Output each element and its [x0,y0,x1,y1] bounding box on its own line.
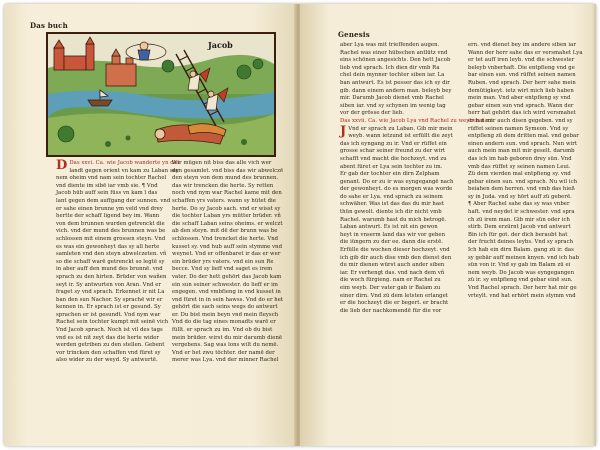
text-line: sün von ir. Vnd sy gab im Balam zü ei [468,262,571,269]
text-line: seyt ir. Sy antwurten von Aran. Vnd er [56,281,161,288]
text-line: weyb. wann ietzund ist erfüllt die zeyt [348,133,453,140]
text-line: sy in Juda. vnd sy hört auff zü geberē. [468,193,572,200]
right-column-b [468,42,586,438]
text-line: von dem brunnen wurden getrenckt die [56,220,165,227]
text-line: schaffen yrs vaters. wann sy hütet die [172,197,276,204]
text-line: vor der grösse der lieb. [340,110,405,117]
drop-cap-initial: D [56,158,68,173]
text-line: becce. Vnd sy lieff vnd saget es irem [172,266,273,273]
text-line: mein man. Vnd aber entpfieng sy vnd [468,95,571,102]
text-line: einer dirn. Vnd zü dem letsten erlanget [340,292,448,299]
right-page [300,4,596,446]
text-line: landt gegen orient vn kam zu Laban sey [69,167,179,174]
text-line: vnd es ist nit zeyt das die herte wider [56,334,160,341]
chapter-heading: Das xxvii. Ca. wie Jacob Lya vnd Rachel zu weyben nam [340,117,493,124]
woodcut-label: Jacob [208,40,233,50]
text-line: Wir mügen nit biss das alle vich wer [172,160,272,166]
text-line: nem oheim vnd nam sein tochter Rachel [56,175,167,182]
text-line: Ruben. vnd sprach. Der herr sahe mein [468,79,576,86]
text-line: Laban antwurt. Es ist nit ein gewon [340,224,438,231]
text-line: Ich hab ein dirn Balam. gang zü ir. das [468,247,574,254]
text-line: die tochter Laban yrs mütter brüder. vñ [172,213,281,220]
text-line: Wann der herr sahe das er versmahet Lya [468,49,583,56]
text-line: vor trincken den schaffen vnd füret sy [56,349,161,356]
text-line: ein sun seiner schwester. do lieff er im [172,281,278,288]
text-line: herr hat gehört das ich wird versmahet [468,110,576,117]
text-line: Vnd Rachel sprach. Der herr hat mir ge [468,285,577,291]
text-line: so die schaff warē getrenckt so legtē sy [56,258,165,265]
text-line: noch vnd nym war Rachel kame mit den [172,190,282,197]
text-line: die lieb der nachkomendē für die vor [340,307,442,314]
text-line: heyt in vnserm land das wir vor geben [340,231,446,238]
right-running-head: Genesis [338,30,370,39]
text-line: Jacob hüb auff sein füss vn kam ī das [56,190,158,197]
text-line: haft. vnd neydet ir schwester. vnd spra [468,209,575,216]
text-line: Rachel sein tochter kumpt mit seinē vich [56,319,169,326]
text-line: die iüngern zu der ee. dann die erstē. [340,239,444,246]
text-line: merer was Lya. vnd der minner Rachel [172,357,279,364]
text-line: engegen. vnd vmbfieng in vnd kusset in [172,289,281,296]
text-line: do sahe er Lya. vnd sprach zu seinem [340,193,443,200]
text-line: ein brüder yrs vaters. vnd ein sun Re [172,258,274,265]
text-line: weynet. Vnd er offenbaret ir das er wer [172,251,281,258]
text-line: beiahen dem herren. vnd vmb das hieß [468,186,575,193]
text-line: nem weyb. Do Jacob was eyngegangen [468,269,575,276]
text-line: schlossen. Vnd trencket die herte. Vnd [172,235,279,242]
text-line: schafft vnd macht die hochzeyt. vnd zu [340,155,447,162]
text-line: ban den sun Nachor. Sy sprachē wir er [56,296,163,303]
text-line: sprachen er ist gesundt. Vnd nym war [56,311,161,318]
page-edge-shadow [592,4,596,446]
text-line: einen andern sun. vnd sprach. Nun wirt [468,140,578,147]
text-line: Vnd Jacob sprach. Noch ist vil des tags [56,327,163,334]
text-line: du mir dienen würst auch ander siben [340,262,445,269]
text-line: Vnd er het zwu töchter. der namē der [172,349,275,356]
text-line: das wir trencken die herte. Sy retten [172,182,274,189]
text-line: vnd diente im sibē iar vmb sie. ¶ Vnd [56,182,158,189]
text-line: fraget sy vnd sprach. Erkennet ir nit La [56,289,165,296]
book-spread [4,4,596,446]
text-line: der frucht deines leybs. Vnd sy sprach [468,239,574,246]
text-line: er die hochzeyt die er begert. er bracht [340,300,449,307]
text-line: gib. dann einem andern man. beleyb bey [340,87,452,94]
left-page [4,4,296,446]
text-line: in aber auff den mund des brunnē. vnd [56,266,163,273]
text-line: gehört die sach seins wegs do antwurt [172,304,278,311]
text-line: hertte der schaff ligend bey im. Wann [56,213,160,220]
text-line: ban antwurt. Es ist pesser das ich sy dir [340,79,450,86]
text-line: vnd füret in in sein hawss. Vnd do er het [172,296,284,303]
text-line: Erfülle die wochen dieser hochzeyt. vnd [340,247,450,254]
text-line: iar. Er verhengt das. vnd nach dem vñ [340,269,445,276]
text-line: er hat mir auch disen gegeben. vnd sy [468,117,573,124]
text-line: abent füret er Lya sein tochter zu im. [340,163,443,170]
text-line: das ich eyngang zu ir. Vnd er rüffet ein [340,140,447,147]
text-line: zü ir. sy entpfieng vnd gebar einē sun. [468,277,573,284]
text-line: es was ein gewonheyt das sy all herte [56,243,160,250]
text-line: demütigkeyt. ietz wirt mich lieb haben [468,87,574,94]
text-line: lieb vnd sprach. Ich dien dir vmb Ra [340,64,440,71]
text-line: ab den steyn. mit dē der brunn was be [172,228,278,235]
left-running-head: Das buch [30,21,68,30]
text-line: Er gab der tochter ein dirn Zelpham [340,171,440,178]
text-line: J Vnd er sprach zu Laban. Gib mir mein [340,123,453,139]
text-line: aber Lya was mit trieffenden augen. [340,42,440,48]
text-line: also wider zu der weyd. Sy antwurtē. [56,357,158,364]
text-line: vergebens. Sag was lons wilt du nemē. [172,342,279,349]
text-line: kusset sy. vnd hub auff sein stymme vnd [172,243,283,250]
text-line: er. Du bist mein beyn vnd mein fleysch [172,311,279,318]
text-line: sy gebär auff meinen knyen. vnd ich hab [468,254,580,261]
text-line: gebar einen sun vnd sprach. Wann der [468,102,574,109]
text-line: thün gewolt. diente ich dir nicht vmb [340,209,442,216]
text-line: lant gegen dem auffgang der sunnen. vnd [56,197,171,204]
text-line: auch mein man mit mir geselt. darumb [468,148,575,155]
text-line: vmb das rüffet sy seinen namen Leui. [468,163,571,170]
text-line: das ich im hab geboren drey sün. Vnd [468,155,572,162]
right-column-a [340,42,493,438]
text-line: mein brüder. wirst du mir darumb dienē [172,334,283,341]
text-line: bar einen sun. vnd rüffet seinen namen [468,72,576,79]
text-line: genant. Do er zu ir was eyngegangē nach [340,178,454,185]
text-line: werden getriben zu den stellen. Gebent [56,342,165,349]
woodcut-illustration [46,32,276,157]
text-line: beleyb vnberhaft. Die entpfieng vnd ge [468,64,575,71]
text-line: Bin ich für got. der dich beraubt hat [468,231,568,238]
text-line: ch zü irem man. Gib mir sün oder ich [468,216,570,223]
drop-cap-initial: J [340,123,347,139]
left-column-b [172,160,284,442]
text-line: Rachel. warumb hast du mich betrogē. [340,216,447,223]
text-line: den steyn von dem mund des brunnen. [172,175,279,182]
left-column-a [56,158,180,442]
woodcut-scene [48,34,274,155]
text-line: er tet auff iren leyb. vnd die schwester [468,57,575,64]
text-line: die woch fürgieng. nam er Rachel zu [340,277,441,284]
text-line: vich. vnd der mund des brunnen was be [56,228,166,235]
text-line: kennen in. Er sprach ist er gesund. Sy [56,304,161,311]
text-line: schlossen mit einem grossen steyn. Vnd [56,235,166,242]
text-line: rüffet seinen namen Symeon. Vnd sy [468,125,569,132]
text-line: ern. vnd dienet bey im andere siben iar [468,42,576,48]
text-line: stirb. Dem erzürnt Jacob vnd antwurt [468,224,571,231]
text-line: füllt. er sprach zu im. Vnd ob du bist [172,327,273,334]
text-line: chel dein mynner tochter siben iar. La [340,72,445,79]
chapter-heading: D Das xxvi. Ca. wie Jacob wanderte yn das [56,158,180,173]
text-line: sprach zu den hirten. Brüder von wañen [56,273,167,280]
text-line: Rachel was einer hübschen antlütz vnd [340,49,448,56]
text-line: schwäher. Was ist das das du mir hast [340,201,445,208]
text-line: vater. Do der hett gehört das Jacob kam [172,273,282,280]
text-line: mir. Darumb Jacob dienet vmb Rachel [340,95,444,102]
text-line: den gesamlet. vnd biss das wir abwelczē [172,167,284,174]
text-line: grosse schar seiner freund zu der wirt [340,148,446,155]
text-line: vrteylt. vnd hat erhört mein stymm vnd [468,292,576,299]
text-line: siben iar. vnd sy schynen im wenig tag [340,102,446,109]
text-line: eim weyb. Der vater gab ir Balam zu [340,285,441,291]
text-line: gebar einen sun. vnd sprach. Nu wil ich [468,178,578,185]
text-line: Vnd do die tag eines monadts warē er [172,319,276,326]
text-line: entpfieng zü dem dritten mal. vnd gebar [468,133,579,140]
text-line: die schaff Laban seins oheims. er welczt [172,220,283,227]
text-line: ich gib dir auch dise vmb den dienst den [340,254,452,261]
text-line: samleten vnd den steyn abwelczeten. vñ [56,251,167,258]
text-line: Zü dem vierden mal entpfieng sy. vnd [468,171,571,178]
text-line: eins schönen angesichts. Den hett Jacob [340,57,451,64]
text-line: ¶ Aber Rachel sahe das sy was vnber [468,201,570,208]
text-line: herte. Do sy Jacob sach. vnd er wisst sy [172,205,281,212]
text-line: er sahe einen brunne ym veld vnd drey [56,205,163,212]
text-line: der gewonheyt. do es morgen was worde [340,186,453,193]
